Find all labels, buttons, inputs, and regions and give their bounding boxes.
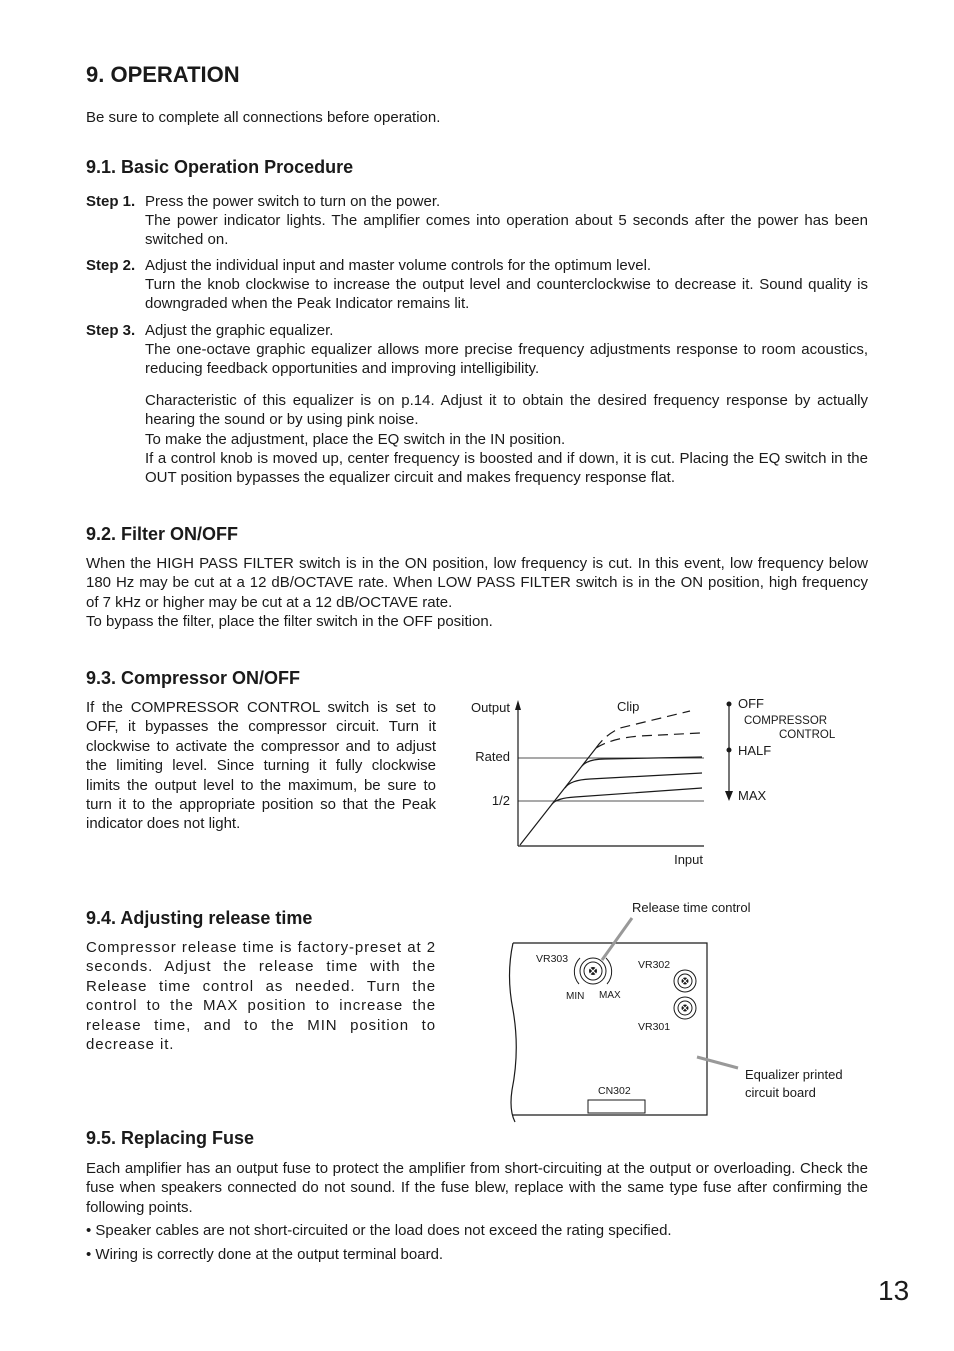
step-3-line-2: The one-octave graphic equalizer allows more precise frequency adjustments response to room acoustics, reducing feedback opportunities and improving intelligibility. (145, 341, 868, 378)
step-3-line-1: Adjust the graphic equalizer. (145, 322, 334, 339)
vr303-knob (574, 958, 611, 984)
clip-label: Clip (617, 699, 640, 714)
step-1-label: Step 1. (86, 193, 136, 210)
step-1-line-1: Press the power switch to turn on the power. (145, 193, 441, 210)
output-label: Output (470, 700, 510, 715)
page-number: 13 (878, 1275, 910, 1306)
step-3-paragraph-3: To make the adjustment, place the EQ switch in the IN position. (145, 431, 566, 448)
equalizer-board-label-line-1: Equalizer printed (745, 1067, 843, 1082)
page-title: 9. OPERATION (86, 62, 240, 87)
filter-paragraph-1: When the HIGH PASS FILTER switch is in the ON position, low frequency is cut. In this event, low frequency below 180 Hz may be cut at a 12 dB/OCTAVE rate. When LOW PASS FILTER switch is in the ON position, high frequency of 7 kHz or higher may be cut at a 12 dB/OCTAVE rate. (86, 555, 868, 611)
step-2-line-1: Adjust the individual input and master volume controls for the optimum level. (145, 257, 652, 274)
release-paragraph: Compressor release time is factory-preset at 2 seconds. Adjust the release time with the Release time control as needed. Turn the control to the MAX position to increase the release time, and to the MIN position to decrease it. (86, 939, 436, 1054)
half-label: 1/2 (491, 793, 510, 808)
board-cut-edge (510, 943, 517, 1122)
vr301-knob (674, 997, 696, 1019)
vr302-label: VR302 (638, 959, 671, 971)
control-label: CONTROL (779, 729, 836, 741)
section-9-4-title: 9.4. Adjusting release time (86, 908, 313, 928)
vr301-label: VR301 (638, 1021, 671, 1033)
board-callout-line (697, 1057, 738, 1068)
min-label: MIN (566, 991, 585, 1002)
step-2-label: Step 2. (86, 257, 136, 274)
half-position-label: HALF (738, 743, 772, 758)
vr303-label: VR303 (536, 953, 569, 965)
cn302-connector (588, 1100, 645, 1113)
section-9-1-title: 9.1. Basic Operation Procedure (86, 157, 354, 177)
step-3-label: Step 3. (86, 322, 136, 339)
release-callout-line (602, 918, 632, 960)
vr302-knob (674, 970, 696, 992)
rated-label: Rated (475, 749, 510, 764)
fuse-bullet-1: • Speaker cables are not short-circuited or the load does not exceed the rating specified. (86, 1222, 672, 1239)
section-9-5-title: 9.5. Replacing Fuse (86, 1128, 255, 1148)
max-position-label: MAX (738, 788, 767, 803)
intro-text: Be sure to complete all connections before operation. (86, 109, 441, 126)
fuse-paragraph: Each amplifier has an output fuse to protect the amplifier from short-circuiting at the output or overloading. Check the fuse when speakers connected do not sound. If the fuse blew, replace with the same type fuse after confirming the following points. (86, 1160, 868, 1216)
input-label: Input (674, 852, 703, 867)
release-time-control-label: Release time control (632, 900, 751, 915)
compressor-paragraph: If the COMPRESSOR CONTROL switch is set to OFF, it bypasses the compressor circuit. Turn it clockwise to activate the compressor and to adjust the limiting level. Since turning it fully clockwise limits the output level to the maximum, be sure to turn it to the appropriate position so that the Peak indicator does not light. (86, 699, 436, 833)
compressor-label: COMPRESSOR (744, 715, 828, 727)
cn302-label: CN302 (598, 1085, 631, 1097)
section-9-2-title: 9.2. Filter ON/OFF (86, 524, 239, 544)
step-3-paragraph-4: If a control knob is moved up, center frequency is boosted and if down, it is cut. Placing the EQ switch in the OUT position bypasses the equalizer circuit and makes frequency response flat. (145, 450, 868, 487)
filter-paragraph-2: To bypass the filter, place the filter switch in the OFF position. (86, 613, 493, 630)
step-2-line-2: Turn the knob clockwise to increase the output level and counterclockwise to decrease it. Sound quality is downgraded when the Peak Indicator remains lit. (145, 276, 868, 313)
step-1-line-2: The power indicator lights. The amplifier comes into operation about 5 seconds after the power has been switched on. (145, 212, 868, 249)
fuse-bullet-2: • Wiring is correctly done at the output terminal board. (86, 1246, 444, 1263)
max-label: MAX (599, 990, 621, 1001)
step-3-paragraph-2: Characteristic of this equalizer is on p.14. Adjust it to obtain the desired frequency response by actually hearing the sound or by using pink noise. (145, 392, 868, 429)
off-position-label: OFF (738, 696, 764, 711)
section-9-3-title: 9.3. Compressor ON/OFF (86, 668, 301, 688)
equalizer-board-label-line-2: circuit board (745, 1085, 816, 1100)
